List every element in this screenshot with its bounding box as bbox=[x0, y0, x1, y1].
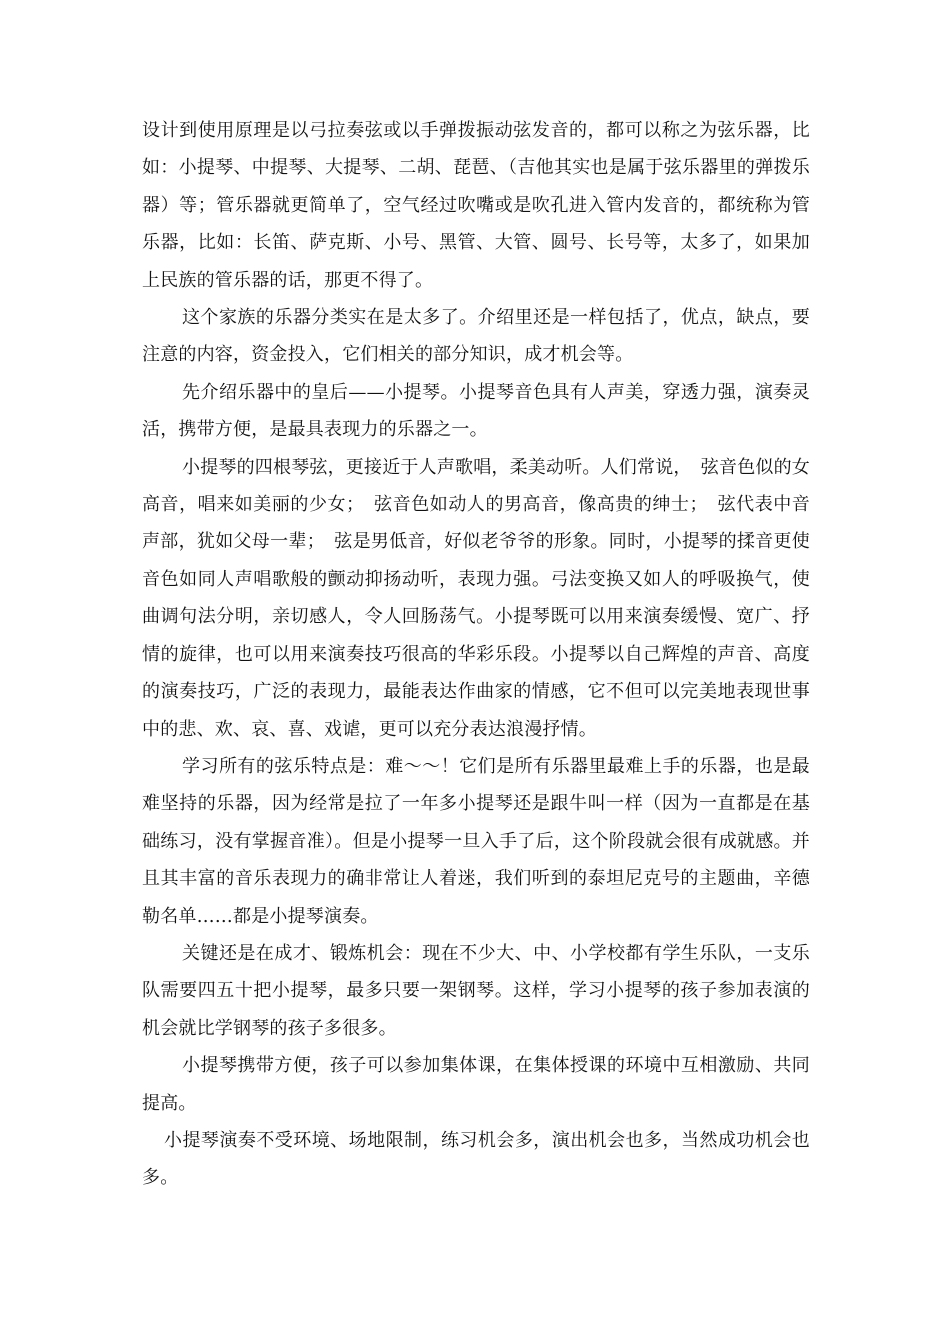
paragraph-opportunities: 关键还是在成才、锻炼机会：现在不少大、中、小学校都有学生乐队，一支乐队需要四五十把小提琴，最多只要一架钢琴。这样，学习小提琴的孩子参加表演的机会就比学钢琴的孩子多很多。 bbox=[142, 942, 810, 1039]
paragraph-violin-intro: 先介绍乐器中的皇后——小提琴。小提琴音色具有人声美，穿透力强，演奏灵活，携带方便，是最具表现力的乐器之一。 bbox=[142, 381, 810, 441]
paragraph-string-difficulty: 学习所有的弦乐特点是：难～～！它们是所有乐器里最难上手的乐器，也是最难坚持的乐器，因为经常是拉了一年多小提琴还是跟牛叫一样（因为一直都是在基础练习，没有掌握音准）。但是小提琴一旦入手了后，这个阶段就会很有成就感。并且其丰富的音乐表现力的确非常让人着迷，我们听到的泰坦尼克号的主题曲，辛德勒名单……都是小提琴演奏。 bbox=[142, 755, 810, 927]
paragraph-violin-strings: 小提琴的四根琴弦，更接近于人声歌唱，柔美动听。人们常说， 弦音色似的女高音，唱来如美丽的少女； 弦音色如动人的男高音，像高贵的绅士； 弦代表中音声部，犹如父母一辈； 弦是男低音，好似老爷爷的形象。同时，小提琴的揉音更使音色如同人声唱歌般的颤动抑扬动听，表现力强。弓法变换又如人的呼吸换气，使曲调句法分明，亲切感人，令人回肠荡气。小提琴既可以用来演奏缓慢、宽广、抒情的旋律，也可以用来演奏技巧很高的华彩乐段。小提琴以自己辉煌的声音、高度的演奏技巧，广泛的表现力，最能表达作曲家的情感，它不但可以完美地表现世事中的悲、欢、哀、喜、戏谑，更可以充分表达浪漫抒情。 bbox=[142, 456, 810, 740]
paragraph-portability: 小提琴携带方便，孩子可以参加集体课，在集体授课的环境中互相激励、共同提高。 bbox=[142, 1055, 810, 1114]
document-body bbox=[142, 112, 810, 1197]
paragraph-instrument-classification: 设计到使用原理是以弓拉奏弦或以手弹拨振动弦发音的，都可以称之为弦乐器，比如：小提琴、中提琴、大提琴、二胡、琵琶、（吉他其实也是属于弦乐器里的弹拨乐器）等；管乐器就更简单了，空气经过吹嘴或是吹孔进入管内发音的，都统称为管乐器，比如：长笛、萨克斯、小号、黑管、大管、圆号、长号等，太多了，如果加上民族的管乐器的话，那更不得了。 bbox=[142, 120, 810, 291]
paragraph-performance: 小提琴演奏不受环境、场地限制，练习机会多，演出机会也多，当然成功机会也多。 bbox=[142, 1129, 810, 1189]
paragraph-family-overview: 这个家族的乐器分类实在是太多了。介绍里还是一样包括了，优点，缺点，要注意的内容，资金投入，它们相关的部分知识，成才机会等。 bbox=[142, 307, 810, 366]
